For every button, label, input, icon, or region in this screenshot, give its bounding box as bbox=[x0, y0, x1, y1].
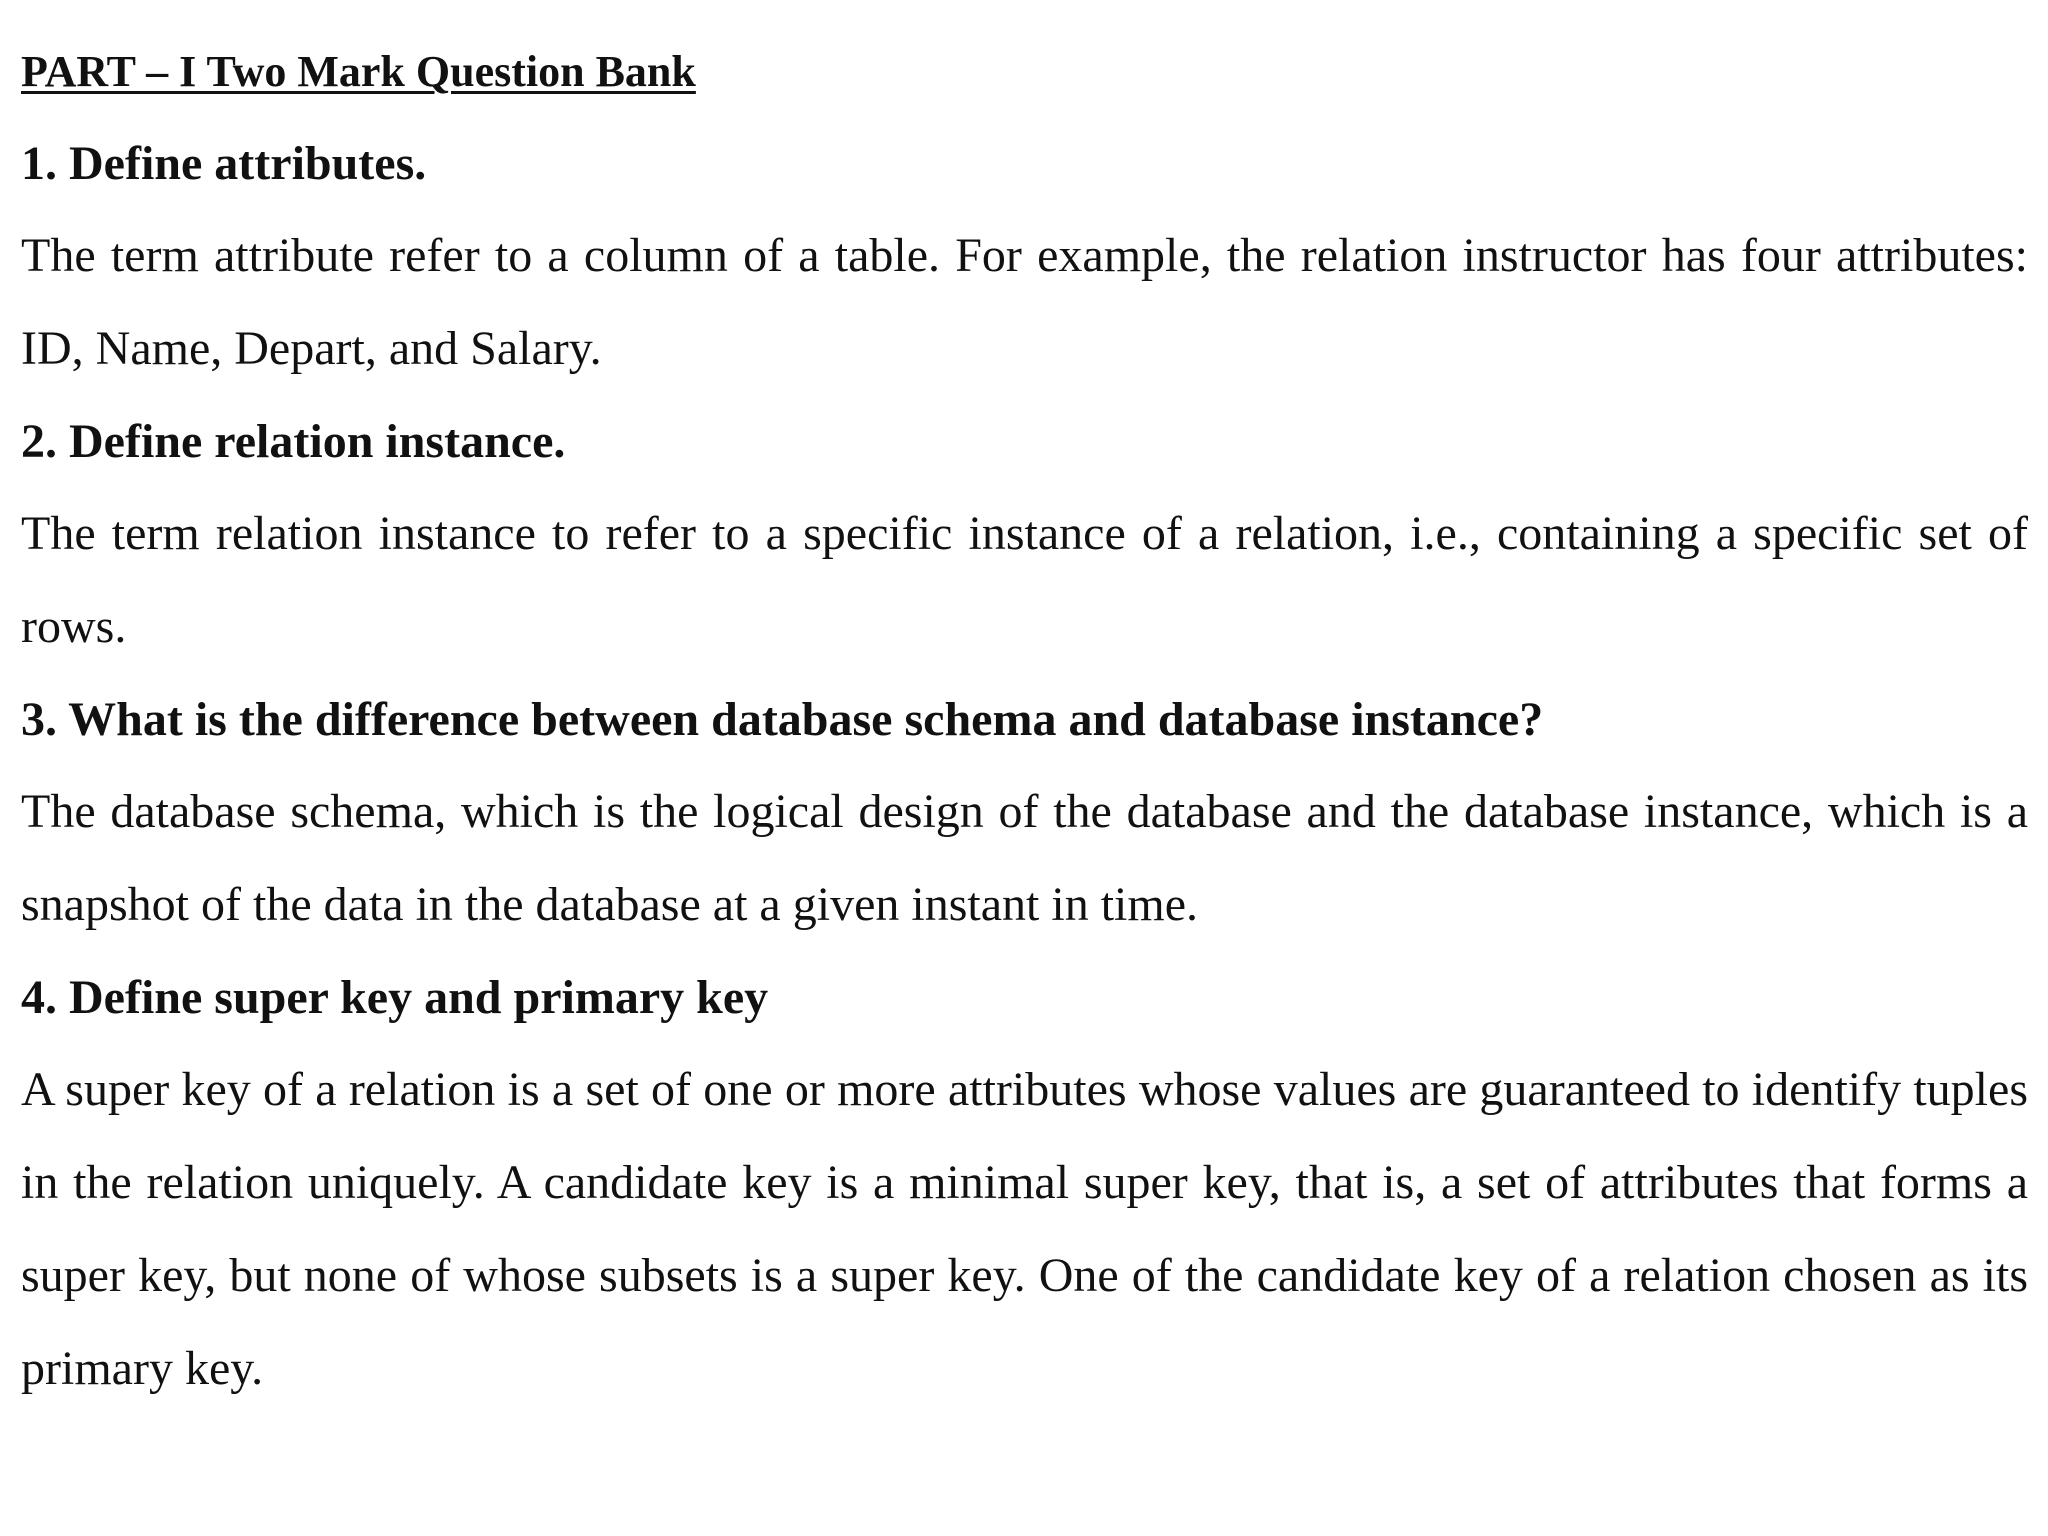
question-2-heading: 2. Define relation instance. bbox=[21, 415, 566, 468]
part-title: PART – I Two Mark Question Bank bbox=[21, 47, 696, 96]
question-3-heading: 3. What is the difference between database schema and database instance? bbox=[21, 693, 1544, 746]
question-4-heading: 4. Define super key and primary key bbox=[21, 971, 769, 1024]
question-4-answer: A super key of a relation is a set of one or more attributes whose values are guaranteed to identify tuples in the relation uniquely. A candidate key is a minimal super key, that is, a set of attributes that forms a super key, but none of whose subsets is a super key. One of the candidate key of a relation chosen as its primary key. bbox=[21, 1063, 2028, 1395]
question-1-answer: The term attribute refer to a column of a table. For example, the relation instructor has four attributes: ID, Name, Depart, and Salary. bbox=[21, 229, 2028, 375]
question-2-answer: The term relation instance to refer to a specific instance of a relation, i.e., containing a specific set of rows. bbox=[21, 507, 2028, 653]
question-3-answer: The database schema, which is the logical design of the database and the database instance, which is a snapshot of the data in the database at a given instant in time. bbox=[21, 785, 2028, 931]
question-1-heading: 1. Define attributes. bbox=[21, 137, 427, 190]
